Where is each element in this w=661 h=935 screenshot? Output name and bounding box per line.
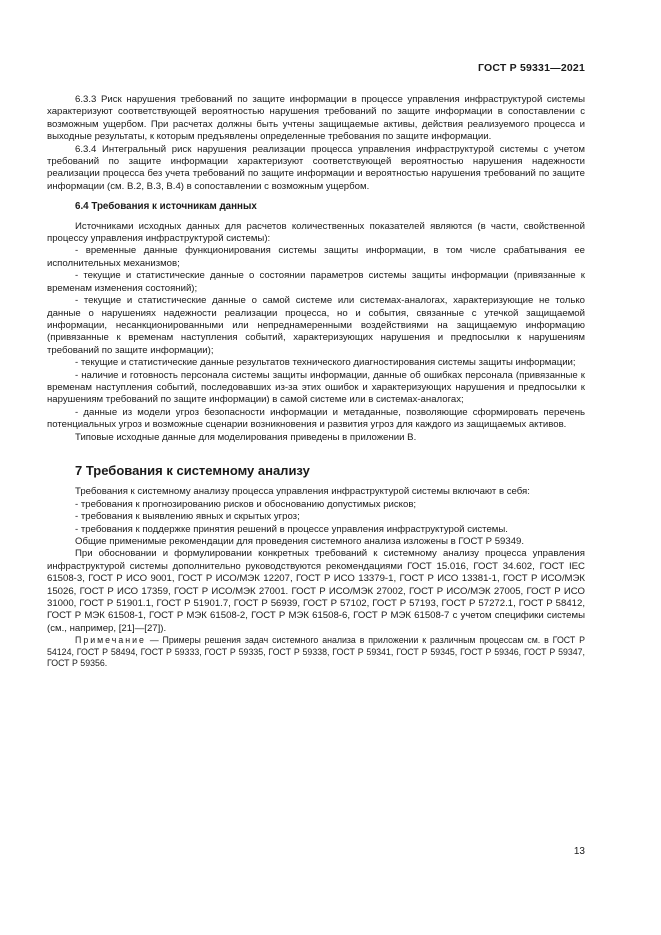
chapter-7-paragraph: При обосновании и формулировании конкретных требований к системному анализу процесса управления инфраструктурой системы дополнительно руководствуются рекомендациями ГОСТ 15.016, ГОСТ 34.602, ГОСТ IEC 61508-3, ГОСТ Р ИСО 9001, ГОСТ Р ИСО/МЭК 12207, ГОСТ Р ИСО 13379-1, ГОСТ Р ИСО 13381-1, ГОСТ Р ИСО/МЭК 15026, ГОСТ Р ИСО 17359, ГОСТ Р ИСО/МЭК 27001. ГОСТ Р ИСО/МЭК 27002, ГОСТ Р ИСО/МЭК 27005, ГОСТ Р ИСО 31000, ГОСТ Р 51901.1, ГОСТ Р 51901.7, ГОСТ Р 56939, ГОСТ Р 57102, ГОСТ Р 57193, ГОСТ Р 57272.1, ГОСТ Р 58412, ГОСТ Р МЭК 61508-1, ГОСТ Р МЭК 61508-2, ГОСТ Р МЭК 61508-6, ГОСТ Р МЭК 61508-7 с учетом специфики системы (см., например, [21]—[27]).: [47, 548, 585, 634]
list-item: - данные из модели угроз безопасности информации и метаданные, позволяющие сформировать перечень потенциальных угроз и возможные сценарии возникновения и развития угроз для каждого из защищаемых активов.: [47, 406, 585, 431]
paragraph-6-3-4: 6.3.4 Интегральный риск нарушения реализации процесса управления инфраструктурой системы с учетом требований по защите информации характеризуют соответствующей вероятностью нарушения надежности реализации процесса без учета требований по защите информации и вероятностью нарушения требований по защите информации (см. В.2, В.3, В.4) в сопоставлении с возможным ущербом.: [47, 143, 585, 192]
list-item: - текущие и статистические данные результатов технического диагностирования системы защиты информации;: [75, 357, 576, 369]
list-item: - текущие и статистические данные о самой системе или системах-аналогах, характеризующие не только данные о нарушениях надежности реализации процесса, но и события, связанные с утечкой защищаемой информации, несанкционированными или непреднамеренными воздействиями на защищаемую информацию (привязанные к временам наступления событий, характеризующих нарушения и предпосылки к нарушениям требований по защите информации);: [47, 295, 585, 356]
list-item: - требования к поддержке принятия решений в процессе управления инфраструктурой системы.: [75, 523, 508, 535]
section-6-4-intro: Источниками исходных данных для расчетов количественных показателей являются (в части, свойственной процессу управления инфраструктурой системы):: [47, 220, 585, 245]
list-item: - требования к прогнозированию рисков и обоснованию допустимых рисков;: [75, 498, 417, 510]
list-item: - временные данные функционирования системы защиты информации, в том числе срабатывания ее исполнительных механизмов;: [47, 245, 585, 269]
chapter-7-paragraph: Общие применимые рекомендации для проведения системного анализа изложены в ГОСТ Р 59349.: [75, 536, 525, 547]
list-item: - наличие и готовность персонала системы защиты информации, данные об ошибках персонала (привязанные к временам наступления событий, последовавших из-за этих ошибок и характеризующих нарушения и предпосылки к нарушениям требований по защите информации) в самой системе или в системах-аналогах;: [47, 369, 585, 406]
document-header: ГОСТ Р 59331—2021: [477, 62, 585, 74]
list-item: - требования к выявлению явных и скрытых угроз;: [75, 511, 300, 523]
section-6-4-title: 6.4 Требования к источникам данных: [75, 201, 257, 213]
note: [47, 635, 585, 669]
page-body: [47, 94, 585, 669]
paragraph-6-3-3: 6.3.3 Риск нарушения требований по защите информации в процессе управления инфраструктурой системы характеризуют соответствующей вероятностью нарушения требований по защите информации в сопоставлении с возможным ущербом. При расчетах должны быть учтены защищаемые активы, действия реализуемого процесса и выходные результаты, к которым предъявлены определенные требования по защите информации.: [47, 94, 585, 143]
chapter-7-title: 7 Требования к системному анализу: [75, 462, 310, 478]
note-label: Примечание: [75, 635, 146, 646]
chapter-7-intro: Требования к системному анализу процесса управления инфраструктурой системы включают в себя:: [75, 486, 530, 498]
list-item: - текущие и статистические данные о состоянии параметров системы защиты информации (привязанные к временам изменения состояний);: [47, 270, 585, 294]
note-text: — Примеры решения задач системного анализа в приложении к различным процессам см. в ГОСТ Р 54124, ГОСТ Р 58494, ГОСТ Р 59333, ГОСТ Р 59335, ГОСТ Р 59338, ГОСТ Р 59341, ГОСТ Р 59345, ГОСТ Р 59346, ГОСТ Р 59347, ГОСТ Р 59356.: [47, 635, 585, 669]
page-number: 13: [573, 846, 585, 857]
section-6-4-footer: Типовые исходные данные для моделирования приведены в приложении В.: [75, 431, 417, 443]
